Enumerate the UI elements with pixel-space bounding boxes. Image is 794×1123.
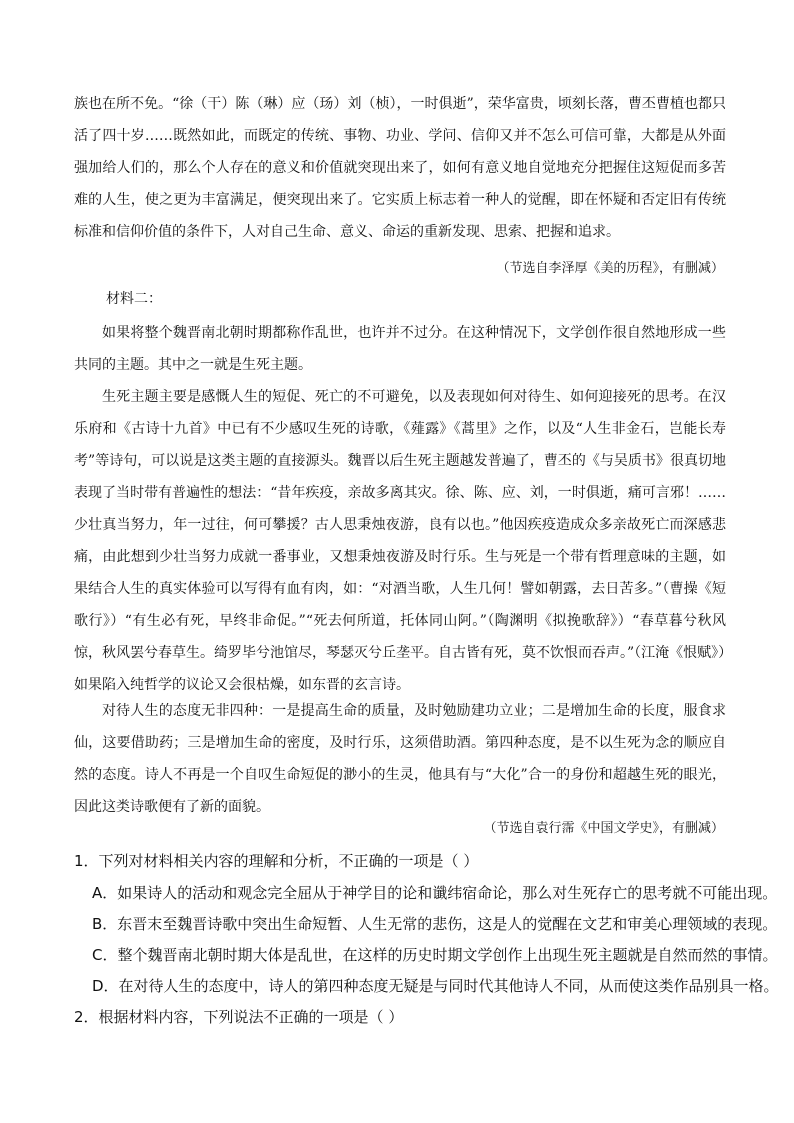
- material2-label: 材料二：: [106, 291, 162, 307]
- source-citation-1: （节选自李泽厚《美的历程》，有删减）: [496, 261, 724, 276]
- question-1-option-d: D．在对待人生的态度中，诗人的第四种态度无疑是与同时代其他诗人不同，从而使这类作品别具一格。: [92, 977, 779, 995]
- question-1-option-b: B．东晋末至魏晋诗歌中突出生命短暂、人生无常的悲伤，这是人的觉醒在文艺和审美心理领域的表现。: [92, 915, 778, 933]
- question-1-option-c: C．整个魏晋南北朝时期大体是乱世，在这样的历史时期文学创作上出现生死主题就是自然而然的事情。: [92, 946, 778, 964]
- material1-paragraph: 族也在所不免。“徐（干）陈（琳）应（玚）刘（桢），一时俱逝”，荣华富贵，顷刻长落，曹丕曹植也都只活了四十岁……既然如此，而既定的传统、事物、功业、学问、信仰又并不怎么可信可靠，大都是从外面强加给人们的，那么个人存在的意义和价值就突现出来了，如何有意义地自觉地充分把握住这短促而多苦难的人生，使之更为丰富满足，便突现出来了。它实质上标志着一种人的觉醒，即在怀疑和否定旧有传统标准和信仰价值的条件下，人对自己生命、意义、命运的重新发现、思索、把握和追求。: [74, 96, 726, 240]
- source-citation-2: （节选自袁行霈《中国文学史》，有删减）: [483, 821, 724, 836]
- question-1-option-a: A．如果诗人的活动和观念完全屈从于神学目的论和谶纬宿命论，那么对生死存亡的思考就不可能出现。: [92, 884, 778, 902]
- material2-paragraph-2: 生死主题主要是感慨人生的短促、死亡的不可避免，以及表现如何对待生、如何迎接死的思考。在汉乐府和《古诗十九首》中已有不少感叹生死的诗歌，《薤露》《蒿里》之作，以及“人生非金石，岂能长寿考”等诗句，可以说是这类主题的直接源头。魏晋以后生死主题越发普遍了，曹丕的《与吴质书》很真切地表现了当时带有普遍性的想法：“昔年疾疫，亲故多离其灾。徐、陈、应、刘，一时俱逝，痛可言邪！……少壮真当努力，年一过往，何可攀援？古人思秉烛夜游，良有以也。”他因疾疫造成众多亲故死亡而深感悲痛，由此想到少壮当努力成就一番事业，又想秉烛夜游及时行乐。生与死是一个带有哲理意味的主题，如果结合人生的真实体验可以写得有血有肉，如：“对酒当歌，人生几何！譬如朝露，去日苦多。”（曹操《短歌行》）“有生必有死，早终非命促。”“死去何所道，托体同山阿。”（陶渊明《拟挽歌辞》）“春草暮兮秋风惊，秋风罢兮春草生。绮罗毕兮池馆尽，琴瑟灭兮丘垄平。自古皆有死，莫不饮恨而吞声。”（江淹《恨赋》）: [74, 389, 733, 661]
- question-1-stem: 1．下列对材料相关内容的理解和分析，不正确的一项是（ ）: [74, 852, 479, 870]
- question-2-stem: 2．根据材料内容，下列说法不正确的一项是（ ）: [74, 1008, 404, 1026]
- material2-paragraph-1: 如果将整个魏晋南北朝时期都称作乱世，也许并不过分。在这种情况下，文学创作很自然地形成一些共同的主题。其中之一就是生死主题。: [74, 325, 726, 373]
- material2-paragraph-3: 对待人生的态度无非四种：一是提高生命的质量，及时勉励建功立业；二是增加生命的长度，服食求仙，这要借助药；三是增加生命的密度，及时行乐，这须借助酒。第四种态度，是不以生死为念的顺应自然的态度。诗人不再是一个自叹生命短促的渺小的生灵，他具有与“大化”合一的身份和超越生死的眼光，因此这类诗歌便有了新的面貌。: [74, 703, 726, 815]
- material2-paragraph-2-tail: 如果陷入纯哲学的议论又会很枯燥，如东晋的玄言诗。: [74, 677, 410, 693]
